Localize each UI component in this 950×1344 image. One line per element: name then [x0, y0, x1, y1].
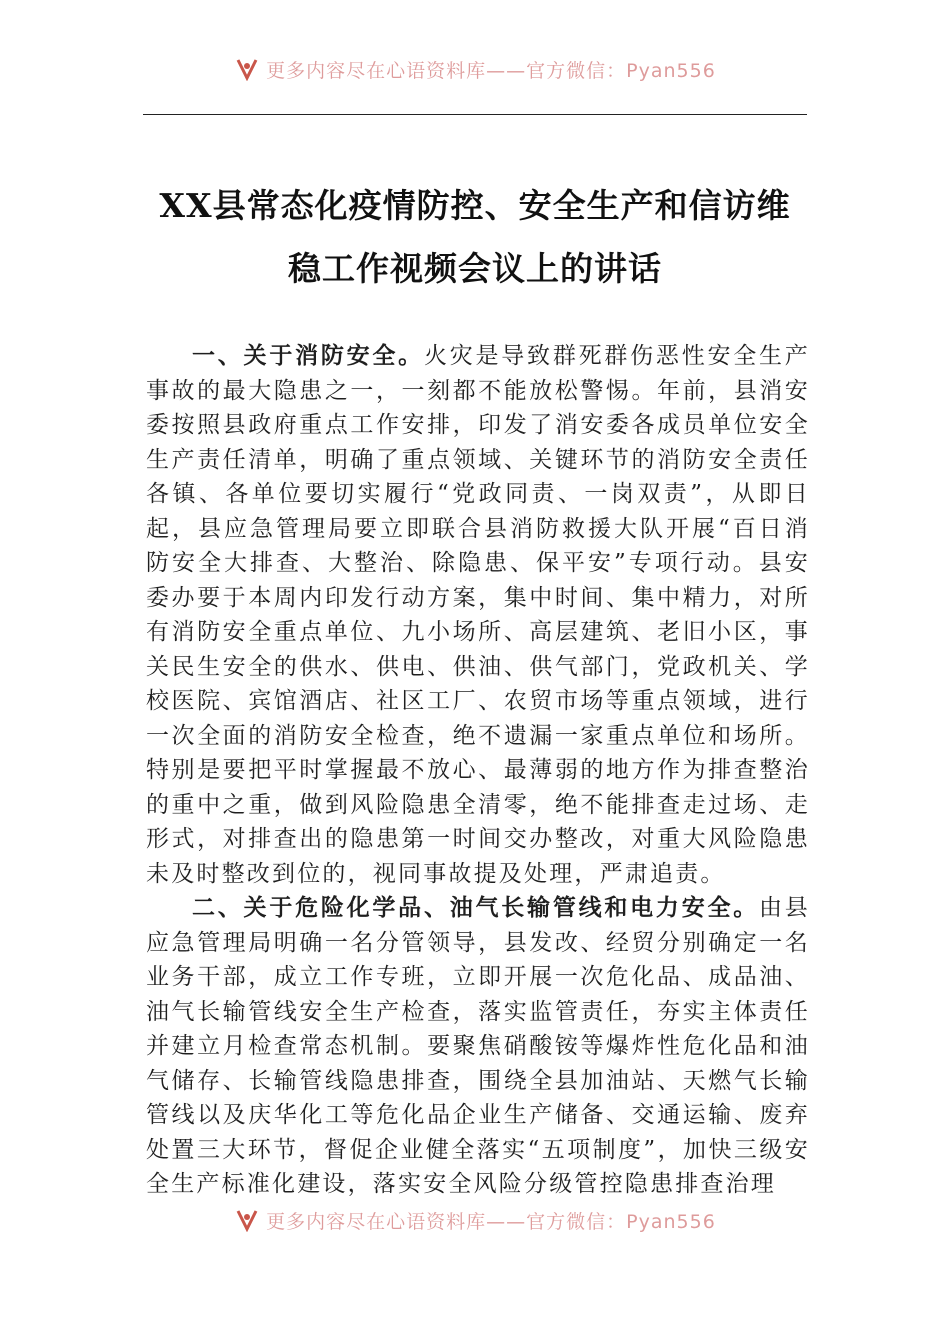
brand-logo-icon	[234, 1208, 260, 1232]
section-heading: 一、关于消防安全。	[192, 343, 424, 369]
watermark-text: 更多内容尽在心语资料库——官方微信：Pyan556	[266, 1210, 716, 1233]
paragraph-hazardous-chemicals	[146, 891, 810, 1202]
section-heading: 二、关于危险化学品、油气长输管线和电力安全。	[192, 895, 760, 921]
header-divider	[143, 114, 807, 115]
header-watermark	[0, 56, 950, 82]
document-title-line-1: XX县常态化疫情防控、安全生产和信访维	[159, 186, 791, 225]
document-title-line-2: 稳工作视频会议上的讲话	[288, 249, 662, 288]
document-body	[146, 339, 810, 1202]
watermark-text: 更多内容尽在心语资料库——官方微信：Pyan556	[266, 59, 716, 82]
paragraph-fire-safety	[146, 339, 810, 891]
section-text: 由县应急管理局明确一名分管领导，县发改、经贸分别确定一名业务干部，成立工作专班，立即开展一次危化品、成品油、油气长输管线安全生产检查，落实监管责任，夯实主体责任并建立月检查常态机制。要聚焦硝酸铵等爆炸性危化品和油气储存、长输管线隐患排查，围绕全县加油站、天燃气长输管线以及庆华化工等危化品企业生产储备、交通运输、废弃处置三大环节，督促企业健全落实“五项制度”，加快三级安全生产标准化建设，落实安全风险分级管控隐患排查治理	[146, 895, 810, 1197]
footer-watermark	[0, 1207, 950, 1233]
brand-logo-icon	[234, 57, 260, 81]
section-text: 火灾是导致群死群伤恶性安全生产事故的最大隐患之一，一刻都不能放松警惕。年前，县消安委按照县政府重点工作安排，印发了消安委各成员单位安全生产责任清单，明确了重点领域、关键环节的消防安全责任各镇、各单位要切实履行“党政同责、一岗双责”，从即日起，县应急管理局要立即联合县消防救援大队开展“百日消防安全大排查、大整治、除隐患、保平安”专项行动。县安委办要于本周内印发行动方案，集中时间、集中精力，对所有消防安全重点单位、九小场所、高层建筑、老旧小区，事关民生安全的供水、供电、供油、供气部门，党政机关、学校医院、宾馆酒店、社区工厂、农贸市场等重点领域，进行一次全面的消防安全检查，绝不遗漏一家重点单位和场所。特别是要把平时掌握最不放心、最薄弱的地方作为排查整治的重中之重，做到风险隐患全清零，绝不能排查走过场、走形式，对排查出的隐患第一时间交办整改，对重大风险隐患未及时整改到位的，视同事故提及处理，严肃追责。	[146, 343, 810, 887]
